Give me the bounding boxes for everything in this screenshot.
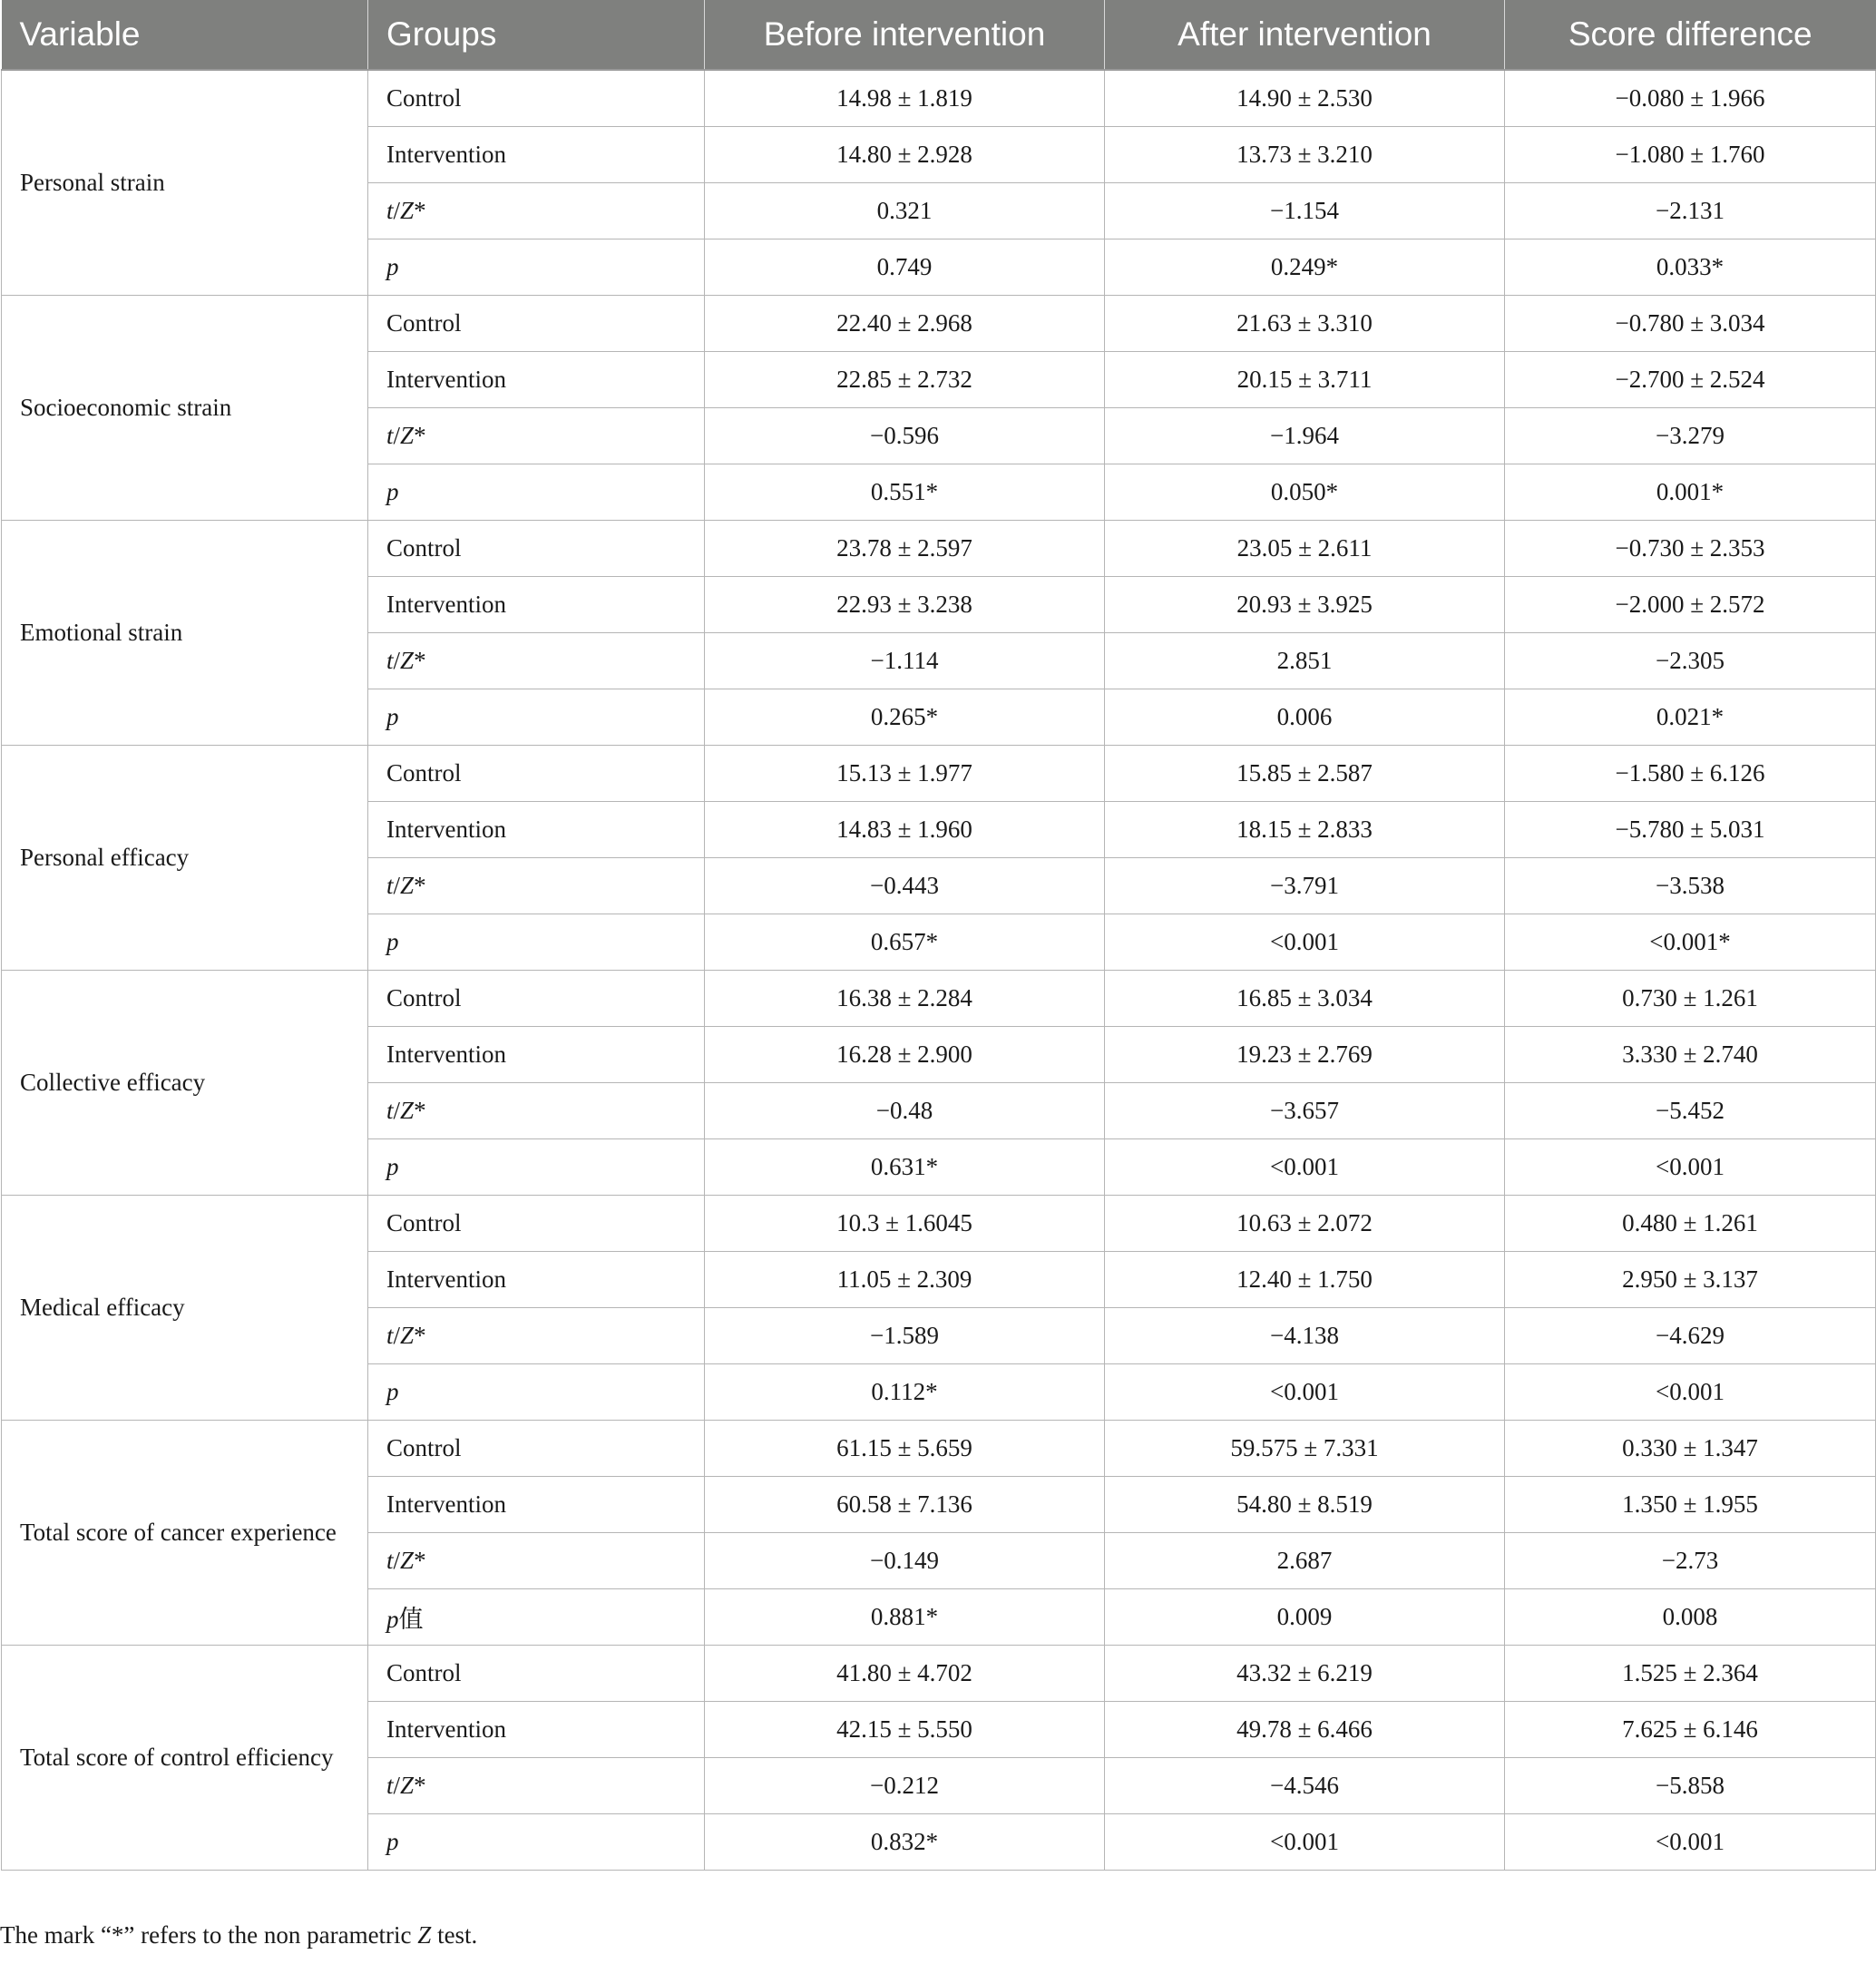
difference-cell: −4.629 bbox=[1505, 1308, 1876, 1364]
stat-z-label: Z bbox=[400, 1772, 415, 1799]
after-cell: 13.73 ± 3.210 bbox=[1105, 127, 1505, 183]
group-cell bbox=[368, 1814, 705, 1871]
difference-cell: −1.080 ± 1.760 bbox=[1505, 127, 1876, 183]
stat-star: * bbox=[414, 1547, 426, 1574]
after-cell: −4.546 bbox=[1105, 1758, 1505, 1814]
group-cell bbox=[368, 183, 705, 239]
before-cell: 14.83 ± 1.960 bbox=[705, 802, 1105, 858]
difference-cell: 3.330 ± 2.740 bbox=[1505, 1027, 1876, 1083]
before-cell: 23.78 ± 2.597 bbox=[705, 521, 1105, 577]
before-cell: 10.3 ± 1.6045 bbox=[705, 1196, 1105, 1252]
stat-z-label: Z bbox=[400, 1547, 415, 1574]
before-cell: −0.443 bbox=[705, 858, 1105, 914]
after-cell: −3.657 bbox=[1105, 1083, 1505, 1139]
before-cell: 60.58 ± 7.136 bbox=[705, 1477, 1105, 1533]
stat-star: * bbox=[414, 872, 426, 899]
stat-p-label: p bbox=[386, 703, 399, 730]
stat-star: * bbox=[414, 647, 426, 674]
group-cell: Intervention bbox=[368, 1477, 705, 1533]
after-cell: −1.964 bbox=[1105, 408, 1505, 464]
group-cell: Control bbox=[368, 971, 705, 1027]
difference-cell: 2.950 ± 3.137 bbox=[1505, 1252, 1876, 1308]
stat-p-label: p bbox=[386, 1153, 399, 1180]
stat-star: * bbox=[414, 197, 426, 224]
table-row bbox=[2, 971, 1876, 1027]
stat-z-label: Z bbox=[400, 197, 415, 224]
group-cell: Control bbox=[368, 746, 705, 802]
group-cell bbox=[368, 239, 705, 296]
after-cell: <0.001 bbox=[1105, 1139, 1505, 1196]
table-row bbox=[2, 1196, 1876, 1252]
header-variable: Variable bbox=[2, 0, 368, 70]
stat-t-label: t bbox=[386, 1097, 394, 1124]
stat-t-label: t bbox=[386, 197, 394, 224]
stat-z-label: Z bbox=[400, 872, 415, 899]
stat-sep: / bbox=[393, 422, 401, 449]
before-cell: 0.551* bbox=[705, 464, 1105, 521]
table-row bbox=[2, 296, 1876, 352]
after-cell: 49.78 ± 6.466 bbox=[1105, 1702, 1505, 1758]
after-cell: 2.851 bbox=[1105, 633, 1505, 689]
variable-cell: Personal efficacy bbox=[2, 746, 368, 971]
group-cell bbox=[368, 408, 705, 464]
difference-cell: −2.305 bbox=[1505, 633, 1876, 689]
after-cell: 15.85 ± 2.587 bbox=[1105, 746, 1505, 802]
difference-cell: −0.080 ± 1.966 bbox=[1505, 70, 1876, 127]
before-cell: 0.657* bbox=[705, 914, 1105, 971]
stat-z-label: Z bbox=[400, 1322, 415, 1349]
after-cell: 54.80 ± 8.519 bbox=[1105, 1477, 1505, 1533]
header-groups: Groups bbox=[368, 0, 705, 70]
before-cell: 11.05 ± 2.309 bbox=[705, 1252, 1105, 1308]
after-cell: 12.40 ± 1.750 bbox=[1105, 1252, 1505, 1308]
difference-cell: 7.625 ± 6.146 bbox=[1505, 1702, 1876, 1758]
group-cell: Intervention bbox=[368, 1027, 705, 1083]
stat-p-label: p bbox=[386, 1606, 399, 1633]
after-cell: <0.001 bbox=[1105, 914, 1505, 971]
before-cell: 61.15 ± 5.659 bbox=[705, 1421, 1105, 1477]
difference-cell: −2.000 ± 2.572 bbox=[1505, 577, 1876, 633]
stat-star: * bbox=[414, 1322, 426, 1349]
difference-cell: −3.279 bbox=[1505, 408, 1876, 464]
group-cell bbox=[368, 464, 705, 521]
after-cell: <0.001 bbox=[1105, 1364, 1505, 1421]
group-cell bbox=[368, 689, 705, 746]
difference-cell: −2.131 bbox=[1505, 183, 1876, 239]
stat-star: * bbox=[414, 1772, 426, 1799]
difference-cell: 0.008 bbox=[1505, 1589, 1876, 1646]
difference-cell: <0.001 bbox=[1505, 1364, 1876, 1421]
stat-z-label: Z bbox=[400, 647, 415, 674]
difference-cell: −1.580 ± 6.126 bbox=[1505, 746, 1876, 802]
group-cell bbox=[368, 858, 705, 914]
before-cell: −0.149 bbox=[705, 1533, 1105, 1589]
variable-cell: Personal strain bbox=[2, 70, 368, 296]
stat-sep: / bbox=[393, 1772, 401, 1799]
footnote-end: test. bbox=[431, 1921, 478, 1949]
variable-cell: Medical efficacy bbox=[2, 1196, 368, 1421]
variable-cell: Socioeconomic strain bbox=[2, 296, 368, 521]
group-cell bbox=[368, 1139, 705, 1196]
difference-cell: 1.350 ± 1.955 bbox=[1505, 1477, 1876, 1533]
group-cell bbox=[368, 914, 705, 971]
before-cell: 14.98 ± 1.819 bbox=[705, 70, 1105, 127]
header-row bbox=[2, 0, 1876, 70]
results-table bbox=[1, 0, 1876, 1871]
difference-cell: −0.780 ± 3.034 bbox=[1505, 296, 1876, 352]
stat-star: * bbox=[414, 422, 426, 449]
group-cell: Intervention bbox=[368, 127, 705, 183]
after-cell: −1.154 bbox=[1105, 183, 1505, 239]
before-cell: 22.40 ± 2.968 bbox=[705, 296, 1105, 352]
table-row bbox=[2, 521, 1876, 577]
before-cell: 0.321 bbox=[705, 183, 1105, 239]
difference-cell: −2.73 bbox=[1505, 1533, 1876, 1589]
before-cell: 0.881* bbox=[705, 1589, 1105, 1646]
before-cell: −1.589 bbox=[705, 1308, 1105, 1364]
table-row bbox=[2, 1421, 1876, 1477]
stat-t-label: t bbox=[386, 1772, 394, 1799]
footnote-text: The mark “*” refers to the non parametric bbox=[0, 1921, 418, 1949]
difference-cell: <0.001* bbox=[1505, 914, 1876, 971]
stat-sep: / bbox=[393, 197, 401, 224]
difference-cell: 0.730 ± 1.261 bbox=[1505, 971, 1876, 1027]
before-cell: 0.832* bbox=[705, 1814, 1105, 1871]
group-cell bbox=[368, 1758, 705, 1814]
stat-sep: / bbox=[393, 1547, 401, 1574]
after-cell: 0.006 bbox=[1105, 689, 1505, 746]
difference-cell: 0.021* bbox=[1505, 689, 1876, 746]
stat-t-label: t bbox=[386, 1322, 394, 1349]
difference-cell: −5.858 bbox=[1505, 1758, 1876, 1814]
stat-z-label: Z bbox=[400, 1097, 415, 1124]
group-cell bbox=[368, 1589, 705, 1646]
before-cell: 22.85 ± 2.732 bbox=[705, 352, 1105, 408]
after-cell: 0.249* bbox=[1105, 239, 1505, 296]
before-cell: 15.13 ± 1.977 bbox=[705, 746, 1105, 802]
stat-t-label: t bbox=[386, 1547, 394, 1574]
after-cell: −4.138 bbox=[1105, 1308, 1505, 1364]
stat-sep: / bbox=[393, 1322, 401, 1349]
before-cell: 14.80 ± 2.928 bbox=[705, 127, 1105, 183]
before-cell: 22.93 ± 3.238 bbox=[705, 577, 1105, 633]
difference-cell: −5.780 ± 5.031 bbox=[1505, 802, 1876, 858]
after-cell: 10.63 ± 2.072 bbox=[1105, 1196, 1505, 1252]
stat-p-label: p bbox=[386, 478, 399, 505]
table-header bbox=[2, 0, 1876, 70]
group-cell bbox=[368, 633, 705, 689]
group-cell: Control bbox=[368, 1646, 705, 1702]
before-cell: −0.48 bbox=[705, 1083, 1105, 1139]
before-cell: −1.114 bbox=[705, 633, 1105, 689]
variable-cell: Collective efficacy bbox=[2, 971, 368, 1196]
before-cell: 0.631* bbox=[705, 1139, 1105, 1196]
group-cell: Intervention bbox=[368, 1252, 705, 1308]
header-before-intervention: Before intervention bbox=[705, 0, 1105, 70]
group-cell: Control bbox=[368, 70, 705, 127]
table-body bbox=[2, 70, 1876, 1871]
before-cell: 0.265* bbox=[705, 689, 1105, 746]
difference-cell: 0.480 ± 1.261 bbox=[1505, 1196, 1876, 1252]
after-cell: 59.575 ± 7.331 bbox=[1105, 1421, 1505, 1477]
after-cell: 18.15 ± 2.833 bbox=[1105, 802, 1505, 858]
before-cell: −0.596 bbox=[705, 408, 1105, 464]
after-cell: 20.15 ± 3.711 bbox=[1105, 352, 1505, 408]
after-cell: 0.050* bbox=[1105, 464, 1505, 521]
group-cell: Intervention bbox=[368, 1702, 705, 1758]
group-cell: Intervention bbox=[368, 802, 705, 858]
stat-p-label: p bbox=[386, 1828, 399, 1855]
after-cell: 23.05 ± 2.611 bbox=[1105, 521, 1505, 577]
difference-cell: 0.001* bbox=[1505, 464, 1876, 521]
stat-p-label: p bbox=[386, 928, 399, 955]
table-row bbox=[2, 70, 1876, 127]
stat-t-label: t bbox=[386, 647, 394, 674]
table-row bbox=[2, 1646, 1876, 1702]
before-cell: 16.38 ± 2.284 bbox=[705, 971, 1105, 1027]
difference-cell: 0.033* bbox=[1505, 239, 1876, 296]
stat-star: * bbox=[414, 1097, 426, 1124]
variable-cell: Total score of control efficiency bbox=[2, 1646, 368, 1871]
after-cell: 0.009 bbox=[1105, 1589, 1505, 1646]
footnote-z: Z bbox=[417, 1921, 432, 1949]
group-cell bbox=[368, 1308, 705, 1364]
difference-cell: 1.525 ± 2.364 bbox=[1505, 1646, 1876, 1702]
difference-cell: <0.001 bbox=[1505, 1139, 1876, 1196]
before-cell: 0.112* bbox=[705, 1364, 1105, 1421]
after-cell: 21.63 ± 3.310 bbox=[1105, 296, 1505, 352]
stat-p-label: p bbox=[386, 1378, 399, 1405]
group-cell bbox=[368, 1364, 705, 1421]
variable-cell: Emotional strain bbox=[2, 521, 368, 746]
stat-p-label: p bbox=[386, 253, 399, 280]
stat-sep: / bbox=[393, 647, 401, 674]
after-cell: 43.32 ± 6.219 bbox=[1105, 1646, 1505, 1702]
group-cell bbox=[368, 1533, 705, 1589]
after-cell: −3.791 bbox=[1105, 858, 1505, 914]
before-cell: 0.749 bbox=[705, 239, 1105, 296]
after-cell: 20.93 ± 3.925 bbox=[1105, 577, 1505, 633]
difference-cell: −2.700 ± 2.524 bbox=[1505, 352, 1876, 408]
difference-cell: 0.330 ± 1.347 bbox=[1505, 1421, 1876, 1477]
stat-sep: / bbox=[393, 1097, 401, 1124]
difference-cell: −5.452 bbox=[1505, 1083, 1876, 1139]
after-cell: 16.85 ± 3.034 bbox=[1105, 971, 1505, 1027]
group-cell: Control bbox=[368, 1196, 705, 1252]
before-cell: 16.28 ± 2.900 bbox=[705, 1027, 1105, 1083]
group-cell: Intervention bbox=[368, 577, 705, 633]
stat-p-suffix: 值 bbox=[398, 1606, 424, 1633]
group-cell: Control bbox=[368, 296, 705, 352]
stat-t-label: t bbox=[386, 422, 394, 449]
group-cell: Control bbox=[368, 1421, 705, 1477]
after-cell: <0.001 bbox=[1105, 1814, 1505, 1871]
before-cell: 42.15 ± 5.550 bbox=[705, 1702, 1105, 1758]
after-cell: 14.90 ± 2.530 bbox=[1105, 70, 1505, 127]
stat-t-label: t bbox=[386, 872, 394, 899]
header-after-intervention: After intervention bbox=[1105, 0, 1505, 70]
difference-cell: −3.538 bbox=[1505, 858, 1876, 914]
table-row bbox=[2, 746, 1876, 802]
after-cell: 19.23 ± 2.769 bbox=[1105, 1027, 1505, 1083]
difference-cell: −0.730 ± 2.353 bbox=[1505, 521, 1876, 577]
variable-cell: Total score of cancer experience bbox=[2, 1421, 368, 1646]
before-cell: 41.80 ± 4.702 bbox=[705, 1646, 1105, 1702]
difference-cell: <0.001 bbox=[1505, 1814, 1876, 1871]
group-cell bbox=[368, 1083, 705, 1139]
header-score-difference: Score difference bbox=[1505, 0, 1876, 70]
stat-sep: / bbox=[393, 872, 401, 899]
stat-z-label: Z bbox=[400, 422, 415, 449]
after-cell: 2.687 bbox=[1105, 1533, 1505, 1589]
group-cell: Intervention bbox=[368, 352, 705, 408]
group-cell: Control bbox=[368, 521, 705, 577]
table-footnote bbox=[0, 1921, 477, 1949]
before-cell: −0.212 bbox=[705, 1758, 1105, 1814]
